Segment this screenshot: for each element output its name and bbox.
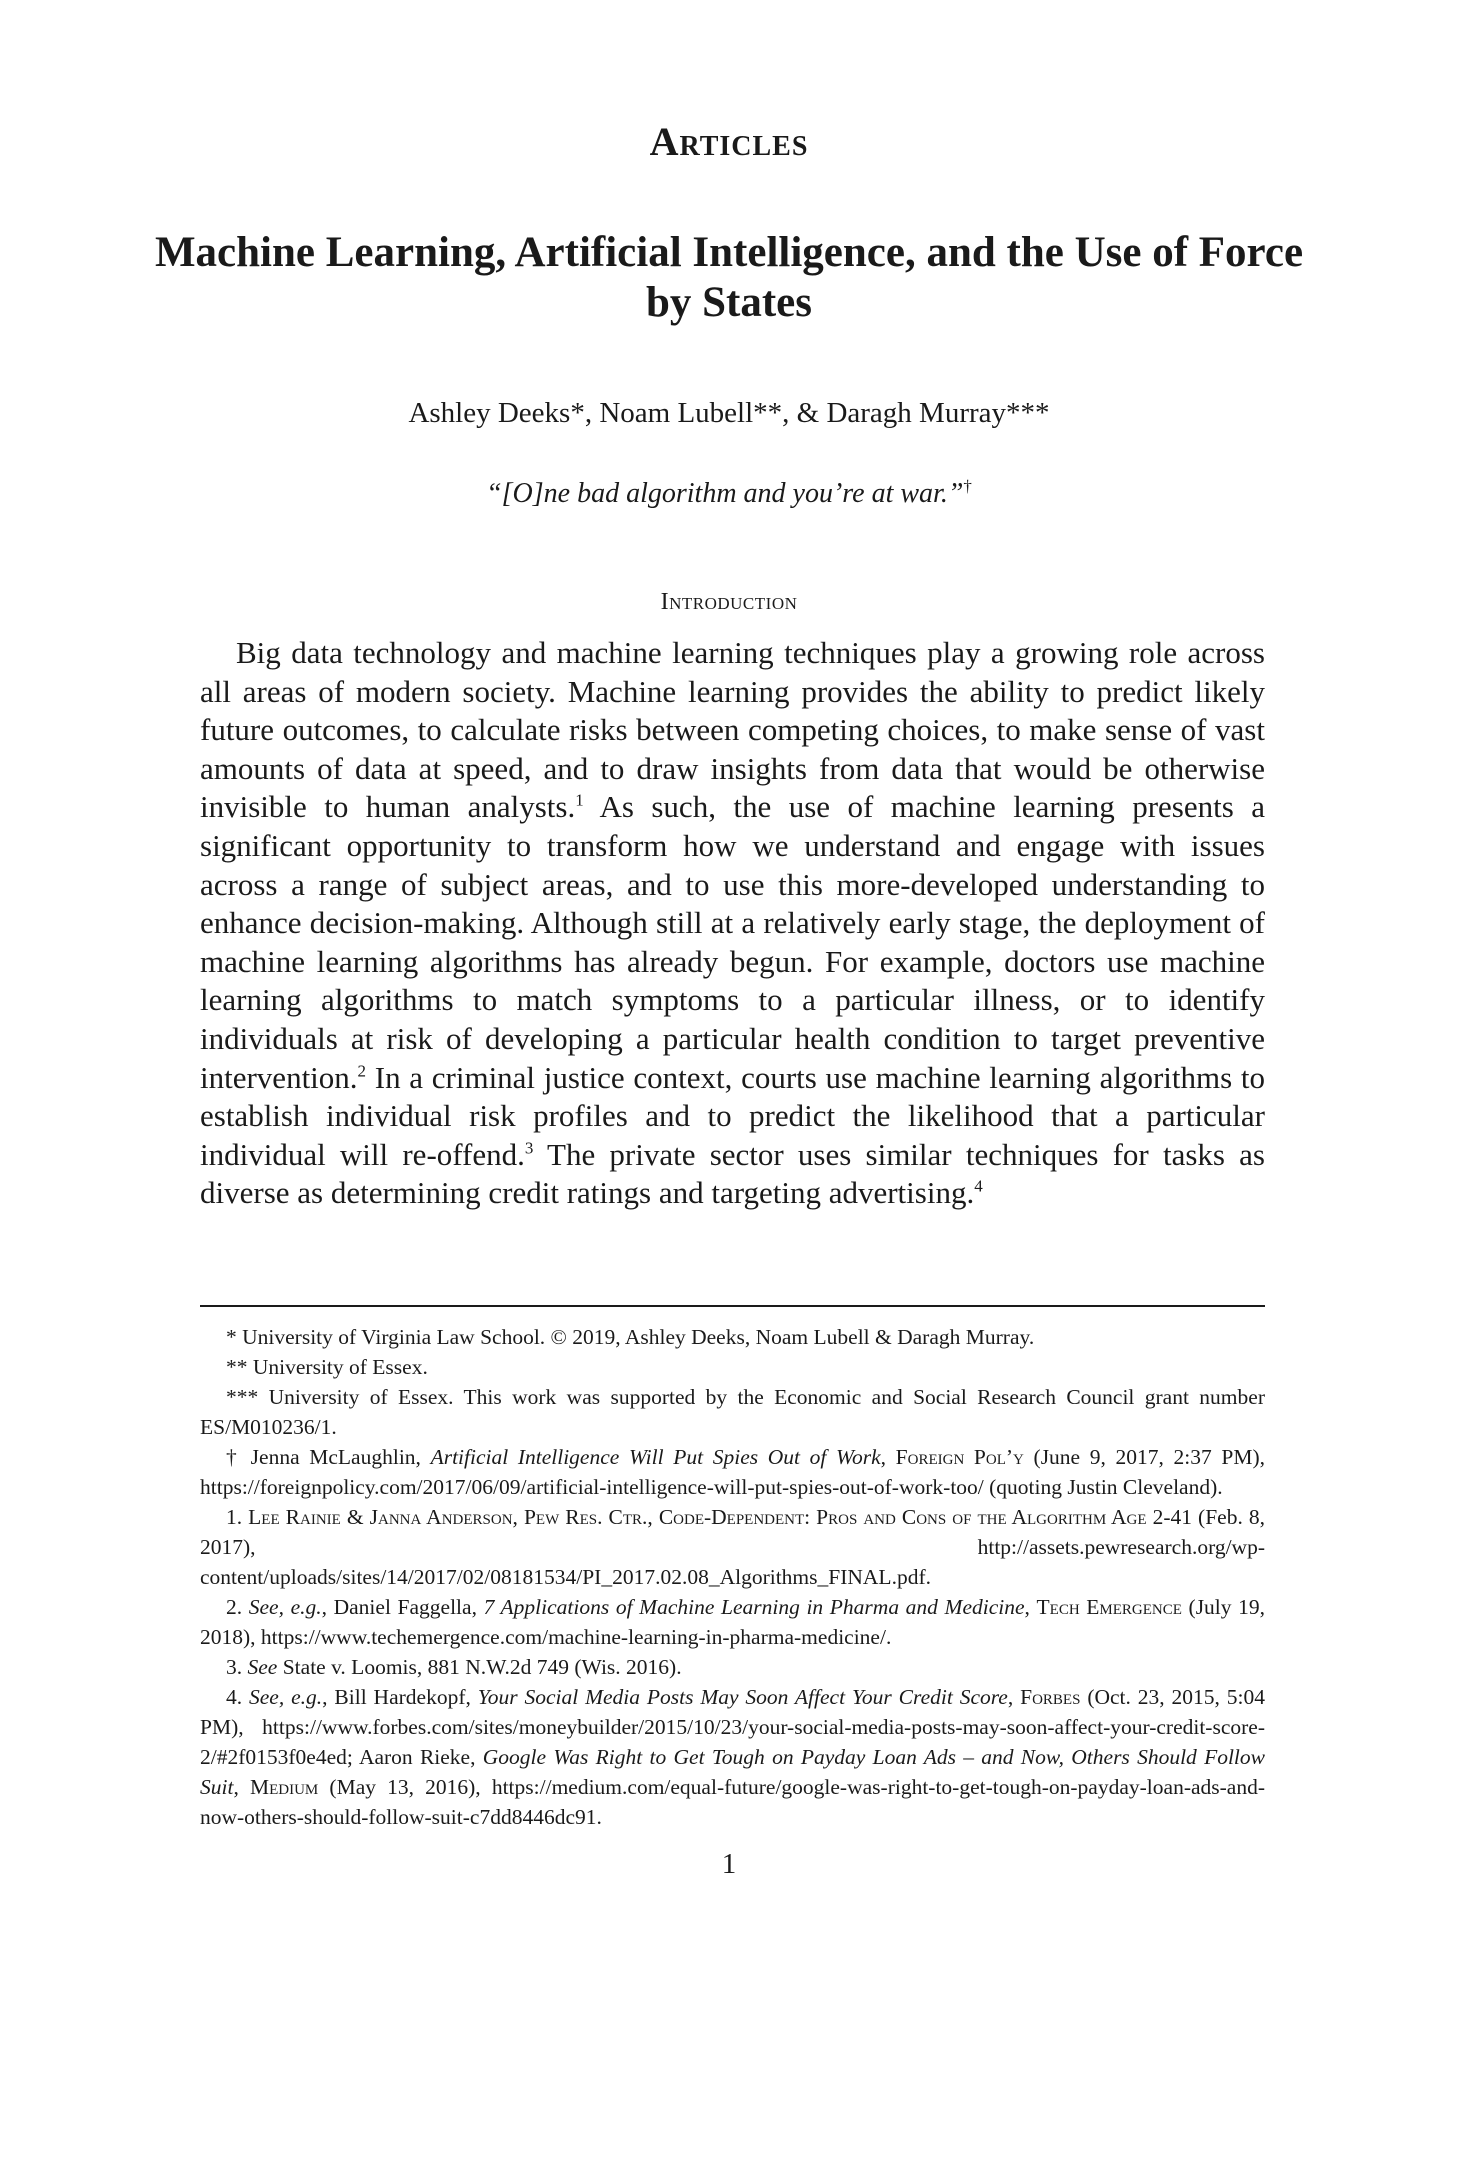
footnote-text: (June 9, 2017, 2:37 PM), https://foreignpolicy.com/2017/06/09/artificial-intelligence-will-put-spies-out-of-work-too/ (quoting Justin Cleveland). xyxy=(200,1445,1266,1499)
footnote-dagger xyxy=(200,1442,1265,1502)
footnote-text: State v. Loomis, 881 N.W.2d 749 (Wis. 2016). xyxy=(277,1655,682,1679)
page-number: 1 xyxy=(721,1848,737,1880)
epigraph-footnote-mark: † xyxy=(963,476,972,496)
footnote-text: , xyxy=(1024,1595,1037,1619)
body-segment: In a criminal justice context, courts use machine learning algorithms to establish individual risk profiles and to predict the likelihood that a particular individual will re-offend. xyxy=(200,1059,1265,1172)
body-segment: Big data technology and machine learning techniques play a growing role across all areas of modern society. Machine learning provides the ability to predict likely future outcomes, to calculate risks between competing choices, to make sense of vast amounts of data at speed, and to draw insights from data that would be otherwise invisible to human analysts. xyxy=(200,635,1265,825)
footnote-double-star: ** University of Essex. xyxy=(226,1355,428,1379)
footnotes xyxy=(200,1322,1265,1832)
footnote-text: , xyxy=(233,1775,250,1799)
footnote-text: 2-41 (Feb. 8, 2017), http://assets.pewresearch.org/wp-content/uploads/sites/14/2017/02/08181534/PI_2017.02.08_Algorithms_FINAL.pdf. xyxy=(200,1505,1265,1589)
footnote-3 xyxy=(200,1652,1265,1682)
footnote-ref[interactable]: 3 xyxy=(524,1138,534,1158)
author-list: Ashley Deeks*, Noam Lubell**, & Daragh Murray*** xyxy=(408,397,1050,429)
cited-source: Tech Emergence xyxy=(1036,1595,1182,1619)
cited-source: Lee Rainie & Janna Anderson, Pew Res. Ctr., Code-Dependent: Pros and Cons of the Algorithm Age xyxy=(248,1505,1147,1529)
cited-title: Artificial Intelligence Will Put Spies Out of Work xyxy=(430,1445,881,1469)
footnote-2 xyxy=(200,1592,1265,1652)
footnote-ref[interactable]: 1 xyxy=(575,791,584,811)
epigraph xyxy=(0,478,1458,510)
signal-word: See, e.g. xyxy=(248,1595,322,1619)
footnote-number: 2. xyxy=(226,1595,249,1619)
footnote-number: 1. xyxy=(226,1505,249,1529)
article-title: Machine Learning, Artificial Intelligence, and the Use of Force by States xyxy=(154,229,1304,326)
footnote-text: (July 19, 2018), https://www.techemergence.com/machine-learning-in-pharma-medicine/. xyxy=(200,1595,1266,1649)
footnote-text: (May 13, 2016), https://medium.com/equal-future/google-was-right-to-get-tough-on-payday-loan-ads-and-now-others-should-follow-suit-c7dd8446dc91. xyxy=(200,1775,1266,1829)
cited-title: Google Was Right to Get Tough on Payday Loan Ads – and Now, Others Should Follow Suit xyxy=(200,1745,1265,1799)
footnote-text: † Jenna McLaughlin, xyxy=(226,1445,431,1469)
cited-source: Forbes xyxy=(1020,1685,1081,1709)
signal-word: See xyxy=(247,1655,278,1679)
cited-source: Foreign Pol’y xyxy=(895,1445,1024,1469)
footnote-divider xyxy=(200,1305,1265,1307)
footnote-ref[interactable]: 4 xyxy=(974,1176,983,1196)
footnote-text: , xyxy=(1007,1685,1021,1709)
signal-word: See, e.g. xyxy=(249,1685,323,1709)
footnote-number: 3. xyxy=(226,1655,248,1679)
cited-title: 7 Applications of Machine Learning in Pharma and Medicine xyxy=(483,1595,1025,1619)
footnote-ref[interactable]: 2 xyxy=(357,1061,367,1081)
footnote-text: , Daniel Faggella, xyxy=(321,1595,484,1619)
cited-title: Your Social Media Posts May Soon Affect Your Credit Score xyxy=(477,1685,1008,1709)
section-label: Articles xyxy=(649,119,809,164)
footnote-text: , xyxy=(880,1445,896,1469)
footnote-triple-star: *** University of Essex. This work was supported by the Economic and Social Research Council grant number ES/M010236/1. xyxy=(200,1385,1265,1439)
body-segment: As such, the use of machine learning presents a significant opportunity to transform how we understand and engage with issues across a range of subject areas, and to use this more-developed understanding to enhance decision-making. Although still at a relatively early stage, the deployment of machine learning algorithms has already begun. For example, doctors use machine learning algorithms to match symptoms to a particular illness, or to identify individuals at risk of developing a particular health condition to target preventive intervention. xyxy=(200,789,1265,1095)
body-segment: The private sector uses similar techniques for tasks as diverse as determining credit ratings and targeting advertising. xyxy=(200,1136,1265,1211)
introduction-heading: Introduction xyxy=(660,589,798,615)
introduction-paragraph xyxy=(200,634,1265,1213)
cited-source: Medium xyxy=(249,1775,319,1799)
footnote-text: , Bill Hardekopf, xyxy=(322,1685,478,1709)
footnote-1 xyxy=(200,1502,1265,1592)
footnote-star: * University of Virginia Law School. © 2019, Ashley Deeks, Noam Lubell & Daragh Murray. xyxy=(226,1325,1035,1349)
footnote-text: (Oct. 23, 2015, 5:04 PM), https://www.forbes.com/sites/moneybuilder/2015/10/23/your-social-media-posts-may-soon-affect-your-credit-score-2/#2f0153f0e4ed; Aaron Rieke, xyxy=(200,1685,1266,1769)
footnote-4 xyxy=(200,1682,1265,1832)
footnote-number: 4. xyxy=(226,1685,250,1709)
epigraph-text: “[O]ne bad algorithm and you’re at war.” xyxy=(486,478,964,509)
